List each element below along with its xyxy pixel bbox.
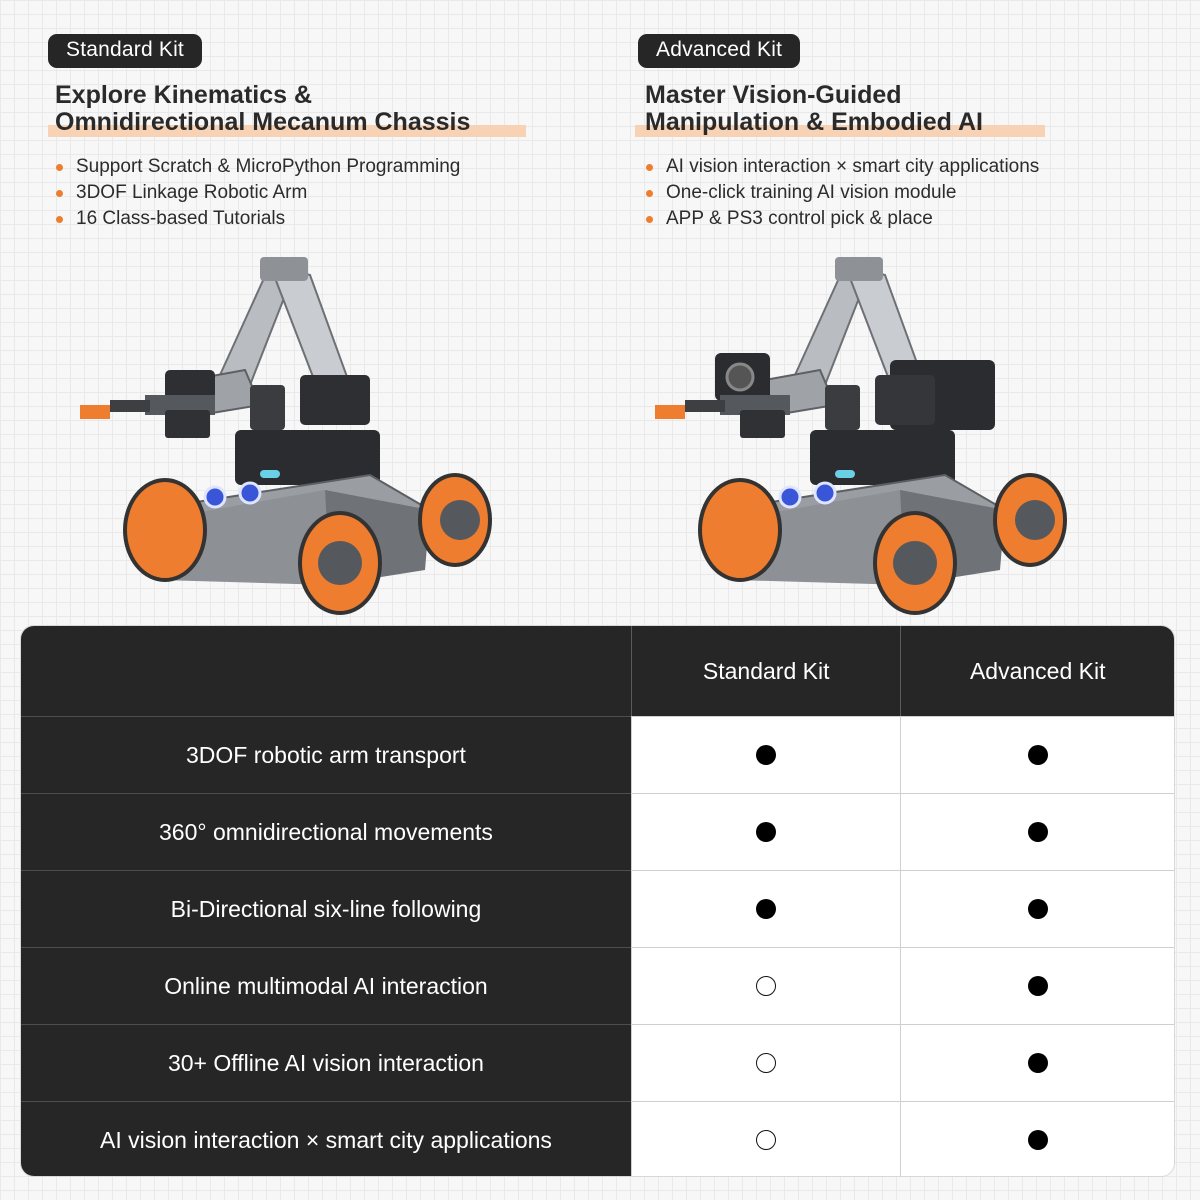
advanced-kit-cell xyxy=(900,1102,1174,1177)
included-dot-icon xyxy=(1028,976,1048,996)
table-body xyxy=(21,716,1174,1177)
feature-name: 30+ Offline AI vision interaction xyxy=(21,1024,631,1101)
table-header-standard-kit: Standard Kit xyxy=(631,626,901,716)
standard-kit-features xyxy=(48,154,588,232)
feature-name: Bi-Directional six-line following xyxy=(21,870,631,947)
advanced-kit-cell xyxy=(900,717,1174,793)
table-row xyxy=(21,716,1174,793)
table-row xyxy=(21,793,1174,870)
table-header-advanced-kit: Advanced Kit xyxy=(900,626,1174,716)
not-included-dot-icon xyxy=(756,976,776,996)
included-dot-icon xyxy=(1028,745,1048,765)
advanced-kit-section xyxy=(638,34,1158,232)
standard-kit-cell xyxy=(631,794,901,870)
standard-kit-headline-line-1: Explore Kinematics & xyxy=(55,81,313,109)
table-header-feature xyxy=(21,626,631,716)
advanced-kit-cell xyxy=(900,794,1174,870)
included-dot-icon xyxy=(756,899,776,919)
included-dot-icon xyxy=(1028,1053,1048,1073)
feature-item: One-click training AI vision module xyxy=(646,180,1158,206)
table-row xyxy=(21,870,1174,947)
advanced-kit-robot-image xyxy=(645,245,1075,615)
comparison-table xyxy=(20,625,1175,1177)
included-dot-icon xyxy=(1028,1130,1048,1150)
standard-kit-badge: Standard Kit xyxy=(48,34,202,68)
included-dot-icon xyxy=(756,745,776,765)
not-included-dot-icon xyxy=(756,1130,776,1150)
feature-name: AI vision interaction × smart city applications xyxy=(21,1101,631,1177)
feature-item: AI vision interaction × smart city applications xyxy=(646,154,1158,180)
table-header-row xyxy=(21,626,1174,716)
feature-item: APP & PS3 control pick & place xyxy=(646,206,1158,232)
standard-kit-cell xyxy=(631,1102,901,1177)
feature-name: 360° omnidirectional movements xyxy=(21,793,631,870)
feature-name: 3DOF robotic arm transport xyxy=(21,716,631,793)
standard-kit-cell xyxy=(631,948,901,1024)
not-included-dot-icon xyxy=(756,1053,776,1073)
table-row xyxy=(21,1101,1174,1177)
feature-item: 3DOF Linkage Robotic Arm xyxy=(56,180,588,206)
standard-kit-headline-line-2: Omnidirectional Mecanum Chassis xyxy=(55,108,471,136)
included-dot-icon xyxy=(756,822,776,842)
standard-kit-cell xyxy=(631,1025,901,1101)
advanced-kit-cell xyxy=(900,871,1174,947)
feature-name: Online multimodal AI interaction xyxy=(21,947,631,1024)
included-dot-icon xyxy=(1028,899,1048,919)
standard-kit-cell xyxy=(631,717,901,793)
advanced-kit-badge: Advanced Kit xyxy=(638,34,800,68)
standard-kit-section xyxy=(48,34,588,232)
advanced-kit-headline-line-1: Master Vision-Guided xyxy=(645,81,902,109)
table-row xyxy=(21,947,1174,1024)
advanced-kit-headline-line-2: Manipulation & Embodied AI xyxy=(645,108,983,136)
advanced-kit-headline xyxy=(638,82,1158,136)
advanced-kit-features xyxy=(638,154,1158,232)
feature-item: Support Scratch & MicroPython Programming xyxy=(56,154,588,180)
feature-item: 16 Class-based Tutorials xyxy=(56,206,588,232)
table-row xyxy=(21,1024,1174,1101)
standard-kit-headline xyxy=(48,82,588,136)
included-dot-icon xyxy=(1028,822,1048,842)
standard-kit-robot-image xyxy=(70,245,500,615)
advanced-kit-cell xyxy=(900,948,1174,1024)
advanced-kit-cell xyxy=(900,1025,1174,1101)
standard-kit-cell xyxy=(631,871,901,947)
